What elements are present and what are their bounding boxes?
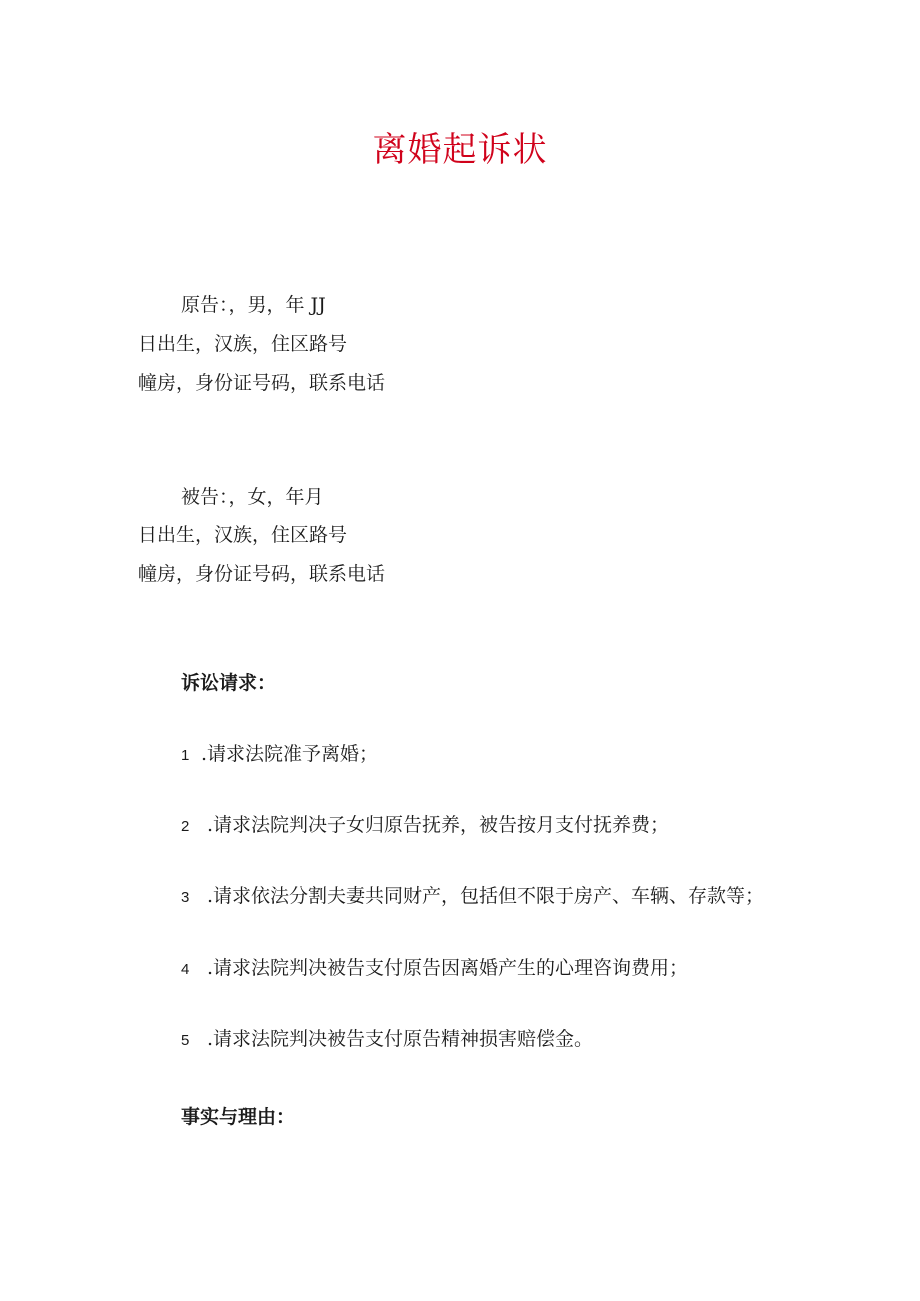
claim-number: 3 <box>181 889 190 906</box>
claim-text: .请求法院判决被告支付原告因离婚产生的心理咨询费用； <box>207 957 689 979</box>
claim-text: .请求法院准予离婚； <box>201 743 379 765</box>
document-title: 离婚起诉状 <box>372 130 548 170</box>
claim-text: .请求依法分割夫妻共同财产，包括但不限于房产、车辆、存款等； <box>207 885 765 907</box>
defendant-line-2: 日出生，汉族，住区路号 <box>138 524 348 546</box>
claim-item-3 <box>181 883 764 911</box>
plaintiff-line-2: 日出生，汉族，住区路号 <box>138 333 348 355</box>
claim-item-2 <box>181 812 669 840</box>
plaintiff-line-3: 幢房，身份证号码，联系电话 <box>138 372 386 394</box>
claim-number: 2 <box>181 818 190 835</box>
defendant-line-1: 被告：，女，年月 <box>181 486 324 508</box>
plaintiff-line-1: 原告：，男，年 JJ <box>181 294 326 316</box>
facts-heading: 事实与理由： <box>181 1106 296 1128</box>
claim-item-5 <box>181 1026 593 1054</box>
claim-text: .请求法院判决被告支付原告精神损害赔偿金。 <box>207 1028 594 1050</box>
claim-number: 5 <box>181 1032 190 1049</box>
claim-text: .请求法院判决子女归原告抚养，被告按月支付抚养费； <box>207 814 670 836</box>
claim-number: 1 <box>181 747 190 764</box>
defendant-line-3: 幢房，身份证号码，联系电话 <box>138 563 386 585</box>
claim-item-4 <box>181 955 688 983</box>
claims-heading: 诉讼请求： <box>181 672 277 694</box>
claim-number: 4 <box>181 961 190 978</box>
claim-item-1 <box>181 741 378 769</box>
